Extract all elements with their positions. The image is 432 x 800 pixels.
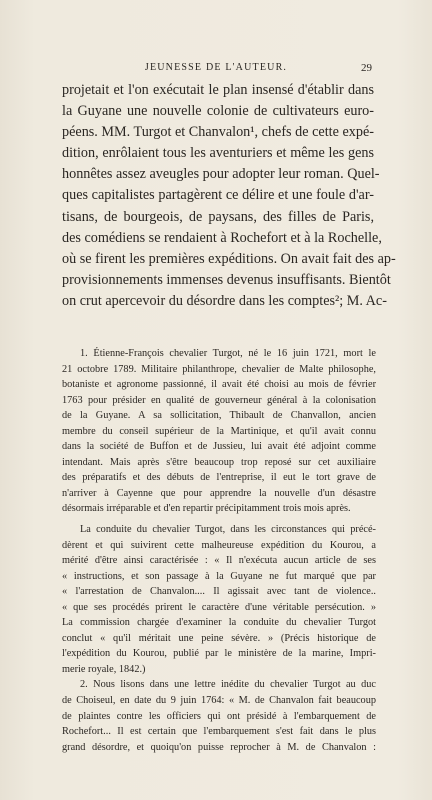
footnote-2 [62,677,376,755]
footnote-line: des préparatifs et des débuts de l'entreprise, il eut le tort grave de [62,472,376,484]
body-line: on crut apercevoir du désordre dans les comptes²; M. Ac- [62,292,387,309]
body-line: la Guyane une nouvelle colonie de cultivateurs euro- [62,103,374,120]
footnote-line: 1. Étienne-François chevalier Turgot, né le 16 juin 1721, mort le [80,348,376,359]
footnote-line: « instructions, et son passage à la Guyane ne fut marqué que par [62,570,376,582]
footnote-line: de plaintes contre les officiers qui ont présidé à l'embarquement de [62,710,376,722]
running-title: JEUNESSE DE L'AUTEUR. [144,62,288,73]
footnote-line: de Choiseul, en date du 9 juin 1764: « M. de Chanvalon fait beaucoup [62,695,376,707]
footnotes [62,346,376,755]
body-line: dition, enrôlaient tous les aventuriers et même les gens [62,145,374,162]
footnote-line: l'expédition du Kourou, publié par le ministère de la marine, Impri- [62,648,376,660]
footnote-line: 1763 pour présider en qualité de gouverneur général à la colonisation [62,394,376,406]
footnote-line: désormais irréparable et d'en repartir précipitamment trois mois après. [62,503,351,515]
body-line: projetait et l'on exécutait le plan insensé d'établir dans [62,82,374,98]
body-line: péens. MM. Turgot et Chanvalon¹, chefs de cette expé- [62,124,374,141]
footnote-line: Rochefort... Il est certain que l'embarquement s'est fait dans le plus [62,726,376,738]
body-line: provisionnements immenses devenus insuffisants. Bientôt [62,271,391,288]
footnote-line: merie royale, 1842.) [62,663,146,675]
footnote-line: La conduite du chevalier Turgot, dans les circonstances qui précé- [80,524,376,536]
footnote-line: 21 octobre 1789. Militaire philanthrope, chevalier de Malte philosophe, [62,363,376,375]
footnote-line: dans la société de Buffon et de Jussieu, lui avait été adjoint comme [62,441,376,453]
body-line: des comédiens se rendaient à Rochefort et à la Rochelle, [62,229,382,246]
footnote-line: grand désordre, et quoiqu'on puisse reprocher à M. de Chanvalon : [62,741,376,753]
footnote-1-continued [62,522,376,677]
footnote-line: « l'arrestation de Chanvalon.... Il agissait avec tant de violence.. [62,586,376,598]
footnote-line: conclut « qu'il méritait une peine sévère. » (Précis historique de [62,632,376,644]
running-head [60,62,372,78]
footnote-line: « que ses procédés prirent le caractère d'une véritable persécution. » [62,601,376,613]
body-line: honnêtes assez aveugles pour adopter leur roman. Quel- [62,166,380,183]
footnote-line: de la Guyane. A sa sollicitation, Thibault de Chanvallon, ancien [62,410,376,422]
footnote-line: n'arriver à Cayenne que pour apprendre la nouvelle d'un désastre [62,487,376,499]
page-number: 29 [361,62,372,74]
footnote-line: botaniste et agronome passionné, il avait été choisi au mois de février [62,379,376,391]
body-line: ques capitalistes partagèrent ce délire et une foule d'ar- [62,187,374,204]
footnote-line: intendant. Mais après s'être beaucoup trop reposé sur cet auxiliaire [62,456,376,468]
footnote-line: 2. Nous lisons dans une lettre inédite du chevalier Turgot au duc [80,679,376,691]
footnote-line: membre du conseil supérieur de la Martinique, et qu'il avait connu [62,425,376,437]
footnote-line: La commission chargée d'examiner la conduite du chevalier Turgot [62,617,376,629]
footnote-line: dèrent et qui suivirent cette malheureuse expédition du Kourou, a [62,539,376,551]
body-line: tisans, de bourgeois, de paysans, des filles de Paris, [62,208,374,225]
body-line: où se firent les premières expéditions. On avait fait des ap- [62,250,396,267]
main-text [62,80,396,312]
footnote-1 [62,346,376,517]
footnote-line: mérité d'être ainsi caractérisée : « Il n'exécuta aucun article de ses [62,555,376,567]
